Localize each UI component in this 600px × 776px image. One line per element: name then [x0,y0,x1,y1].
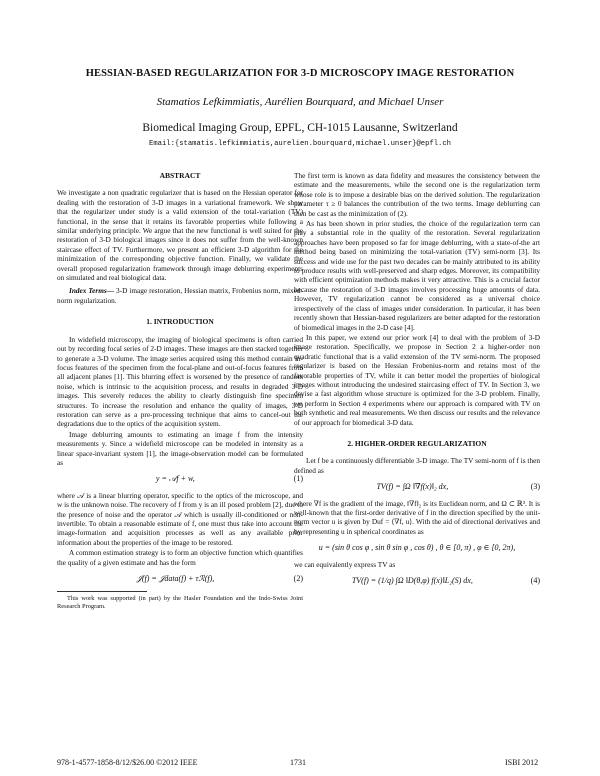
equation-u [294,543,540,552]
footnote: This work was supported (in part) by the Hasler Foundation and the Indo-Swiss Joint Research Program. [57,595,303,611]
intro-paragraph-2: Image deblurring amounts to estimating an image f from the intensity measurements y. Since a widefield microscope can be modeled in intensity as a linear space-invariant system [1], the image-observation model can be formulated as [57,429,303,467]
index-terms [57,286,303,305]
equation-3-number: (3) [530,482,540,492]
equation-3 [294,482,540,491]
right-paragraph-3: In this paper, we extend our prior work [4] to deal with the problem of 3-D image restoration. Specifically, we propose in Section 2 a higher-order non quadratic functional that is a valid extension of the TV semi-norm. The proposed regularizer is based on the Hessian Frobenius-norm and retains most of the favorable properties of TV, while it can better model the properties of biological images without introducing the undesired staircasing effect of TV. In Section 3, we devise a fast algorithm whose structure is optimized for the 3-D problem. Finally, we perform in Section 4 experiments where our approach is compared with TV on both synthetic and real measurements. We then discuss our results and the relevance of our approach for biomedical 3-D data. [294,332,540,427]
intro-paragraph-4: A common estimation strategy is to form an objective function which quantifies the quality of a given estimate and has the form [57,548,303,567]
index-terms-label: Index Terms— [69,286,115,296]
footnote-rule [57,591,147,592]
right-paragraph-6: we can equivalently express TV as [294,559,396,569]
email: Email:{stamatis.lefkimmiatis,aurelien.bourquard,michael.unser}@epfl.ch [149,140,451,148]
equation-2-body: 𝒥(f) = 𝒥data(f) + τℛ(f), [136,574,215,584]
footer-isbn: 978-1-4577-1858-8/12/$26.00 ©2012 IEEE [57,758,198,767]
equation-4 [294,576,540,585]
intro-paragraph-1: In widefield microscopy, the imaging of biological specimens is often carried out by recording focal series of 2-D images. These images are then stacked together to generate a 3-D volume. The image series acquired using this method contain in-focus features of the specimen from the focal-plane and out-of-focus features from all adjacent planes [1]. This blurring effect is worsened by the presence of random noise, which is intrinsic to the acquisition process, and results in degraded 3-D images. This severely reduces the ability to clearly distinguish fine specimen structures. To increase the resolution and enhance the quality of images, 3-D restoration can serve as a pre-processing technique that aims to cancel-out the degradations due to the optics of the acquisition system. [57,334,303,429]
abstract-heading: ABSTRACT [159,171,201,180]
intro-heading: 1. INTRODUCTION [146,317,214,327]
section-2-heading: 2. HIGHER-ORDER REGULARIZATION [347,438,487,448]
equation-3-body: TV(f) = ∫Ω ‖∇f(x)‖₂ dx, [376,482,449,492]
equation-u-body: u = (sin θ cos φ , sin θ sin φ , cos θ) , θ ∈ [0, π) , φ ∈ [0, 2π), [318,543,516,553]
equation-1 [57,474,303,483]
footer-conference: ISBI 2012 [505,758,539,767]
authors: Stamatios Lefkimmiatis, Aurélien Bourquard, and Michael Unser [156,96,444,108]
right-paragraph-1: The first term is known as data fidelity and measures the consistency between the estimate and the measurements, while the second one is the regularization term whose role is to impose a desirable bias on the derived solution. The regularization parameter τ ≥ 0 balances the contribution of the two terms. Image deblurring can then be cast as the minimization of (2). [294,171,540,218]
equation-1-body: y = 𝒜f + w, [155,474,195,484]
footer-page-number: 1731 [290,758,306,767]
index-terms-text: 3-D image restoration, Hessian matrix, Frobenius norm, mixed-norm regularization. [57,286,304,305]
equation-2 [57,574,303,583]
equation-4-number: (4) [530,576,540,586]
right-paragraph-4: Let f be a continuously differentiable 3-D image. The TV semi-norm of f is then defined as [294,456,540,475]
right-paragraph-5: where ∇f is the gradient of the image, ‖∇f‖₂ is its Euclidean norm, and Ω ⊂ ℝ³. It is well-known that the first-order derivative of f in the direction specified by the unit-norm vector u is given by Duf = ⟨∇f, u⟩. With the aid of directional derivatives and by representing u in spherical coordinates as [294,498,540,536]
right-paragraph-2: As has been shown in prior studies, the choice of the regularization term can play a substantial role in the quality of the restoration. Several regularization approaches have been proposed so far for image deblurring, with a state-of-the art method being based on minimizing the total-variation (TV) semi-norm [3]. Its success and wide use for the past two decades can be mainly attributed to its ability to produce results with well-preserved and sharp edges. Moreover, its compatibility with efficient optimization methods makes it very attractive. This is a crucial factor because the restoration of 3-D images involves processing huge amounts of data. However, TV regularization cannot be considered as a universal choice irrespectively of the class of images under consideration. In particular, it has been recently shown that Hessian-based regularizers are better adapted for the restoration of biomedical images in the 2-D case [4]. [294,219,540,332]
equation-1-number: (1) [293,474,303,484]
equation-2-number: (2) [293,574,303,584]
affiliation: Biomedical Imaging Group, EPFL, CH-1015 Lausanne, Switzerland [142,122,458,134]
abstract-text: We investigate a non quadratic regularizer that is based on the Hessian operator for dealing with the restoration of 3-D images in a variational framework. We show that the regularizer under study is a valid extension of the total-variation (TV) functional, in the sense that it retains its favorable properties while following a similar underlying principle. We argue that the new functional is well suited for the restoration of 3-D biological images since it does not suffer from the well-known staircase effect of TV. Furthermore, we present an efficient 3-D algorithm for the minimization of the corresponding objective function. Finally, we validate the overall proposed regularization framework through image deblurring experiments on simulated and real biological data. [57,188,303,283]
intro-paragraph-3: where 𝒜 is a linear blurring operator, specific to the optics of the microscope, and w is the unknown noise. The recovery of f from y is an ill posed problem [2], due to the presence of noise and the operator 𝒜 which is usually ill-conditioned or non-invertible. To obtain a reasonable estimate of f, one must thus take into account the image-formation and acquisition processes as well as any available prior information about the properties of the image to be restored. [57,490,303,547]
equation-4-body: TV(f) = (1/q) ∫Ω ‖D(θ,φ) f(x)‖L₂(S) dx, [351,576,473,586]
paper-title: HESSIAN-BASED REGULARIZATION FOR 3-D MICROSCOPY IMAGE RESTORATION [85,68,515,79]
right-column [294,171,540,592]
left-column [57,171,303,612]
